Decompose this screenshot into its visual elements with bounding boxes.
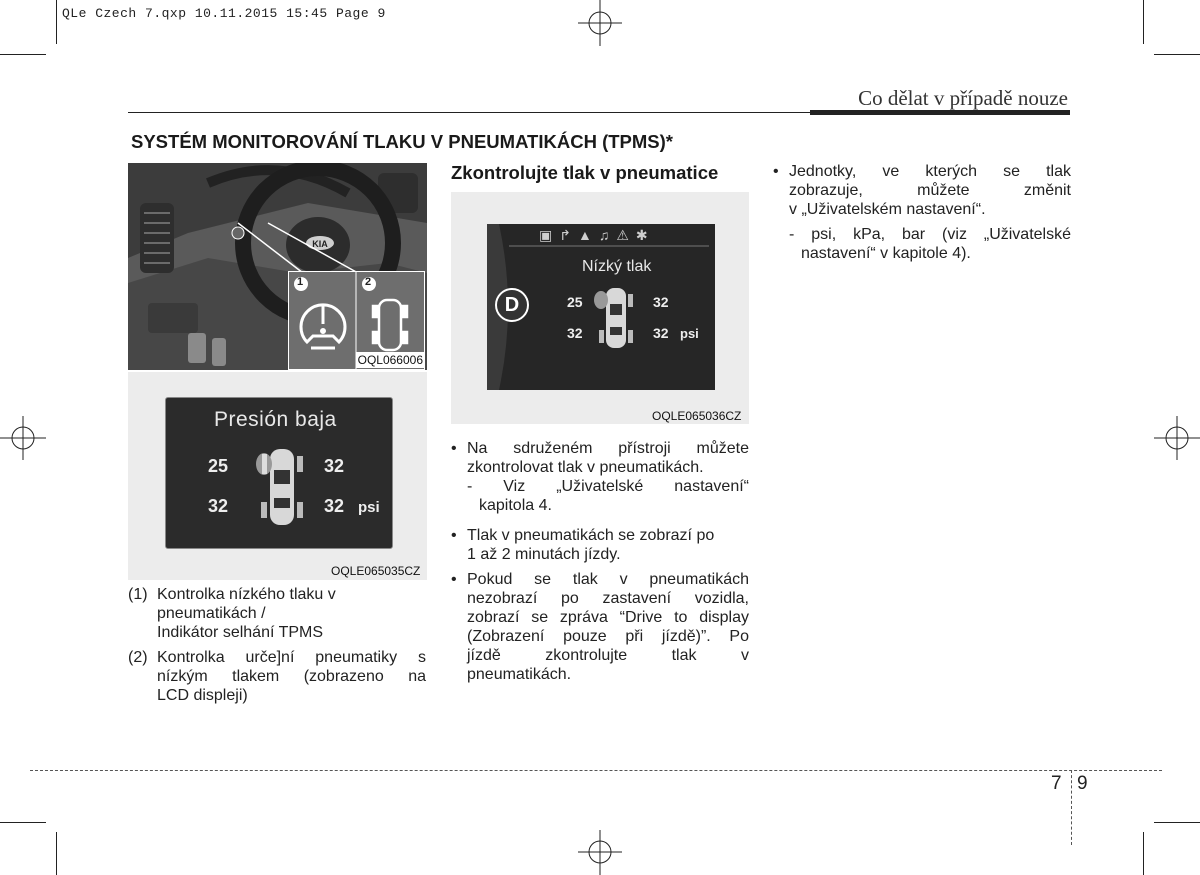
bullet-item-2 xyxy=(451,526,749,564)
bullet-line: zobrazí se zpráva “Drive to display xyxy=(467,609,749,626)
car-top-view-icon xyxy=(250,444,310,530)
lcd-display-es xyxy=(165,397,393,549)
bullet-line: Tlak v pneumatikách se zobrazí po xyxy=(467,527,715,544)
bullet-line: Pokud se tlak v pneumatikách xyxy=(467,571,749,588)
bullet-line: Jednotky, ve kterých se tlak xyxy=(789,163,1071,180)
page-number: 9 xyxy=(1077,773,1088,794)
dashboard-photo xyxy=(128,163,427,370)
footer-rule xyxy=(30,770,1162,771)
cluster-display xyxy=(487,224,715,390)
registration-mark-top xyxy=(578,0,622,46)
crop-mark xyxy=(1143,0,1144,44)
legend-line: nízkým tlakem (zobrazeno na xyxy=(157,668,426,685)
tire-front-right-value: 32 xyxy=(653,294,669,310)
legend-line: Indikátor selhání TPMS xyxy=(157,624,324,641)
subsection-title: Zkontrolujte tlak v pneumatice xyxy=(451,162,719,183)
bullet-line: 1 až 2 minutách jízdy. xyxy=(467,546,621,563)
page-number-divider xyxy=(1071,770,1072,845)
bullet-dot: • xyxy=(773,163,779,180)
header-rule xyxy=(128,112,810,113)
figure-code-3: OQLE065036CZ xyxy=(652,409,742,423)
gear-icon: ✱ xyxy=(635,227,655,243)
legend-line: pneumatikách / xyxy=(157,605,266,622)
legend-line: LCD displeji) xyxy=(157,687,248,704)
bullet-line: zkontrolovat tlak v pneumatikách. xyxy=(467,459,704,476)
bullet-item-3 xyxy=(451,570,749,684)
legend-item-2 xyxy=(128,648,426,705)
car-settings-icon: ▣ xyxy=(539,227,560,243)
tpms-warning-icon xyxy=(301,305,345,348)
bullet-line: jízdě zkontrolujte tlak v xyxy=(467,647,749,664)
bullet-line: nezobrazí po zastavení vozidla, xyxy=(467,590,749,607)
tire-rear-right-value: 32 xyxy=(653,325,669,341)
car-top-view-icon xyxy=(373,300,407,350)
bullet-line: pneumatikách. xyxy=(467,666,572,683)
car-top-view-icon xyxy=(591,284,641,352)
sub-bullet-line: - Viz „Uživatelské nastavení“ xyxy=(467,478,749,495)
kia-logo-text: KIA xyxy=(312,239,328,249)
tire-front-left-value: 25 xyxy=(567,294,583,310)
registration-mark-right xyxy=(1154,416,1200,460)
bullet-dot: • xyxy=(451,440,457,457)
registration-mark-bottom xyxy=(578,830,622,875)
crop-mark xyxy=(0,822,46,823)
bullet-line: Na sdruženém přístroji můžete xyxy=(467,440,749,457)
gear-letter: D xyxy=(504,294,520,316)
music-icon: ♫ xyxy=(598,227,617,243)
tire-rear-right-value: 32 xyxy=(324,496,345,516)
crop-mark xyxy=(0,54,46,55)
legend-line: Kontrolka urče]ní pneumatiky s xyxy=(157,649,426,666)
sub-bullet-line: - psi, kPa, bar (viz „Uživatelské xyxy=(789,226,1071,243)
crop-mark xyxy=(56,832,57,875)
legend-line: Kontrolka nízkého tlaku v xyxy=(157,586,336,603)
crop-mark xyxy=(1154,54,1200,55)
warning-icon: ⚠ xyxy=(616,227,636,243)
bullet-dot: • xyxy=(451,527,457,544)
navigation-icon: ↱ xyxy=(559,227,578,243)
sub-bullet-line: kapitola 4. xyxy=(479,497,552,514)
bullet-item-1 xyxy=(451,439,749,515)
tire-rear-left-value: 32 xyxy=(208,496,229,516)
figure-code-1: OQL066006 xyxy=(357,353,423,367)
crop-mark xyxy=(56,0,57,44)
bullet-line: zobrazuje, můžete změnit xyxy=(789,182,1071,199)
pressure-unit: psi xyxy=(358,499,380,516)
bullet-dot: • xyxy=(451,571,457,588)
legend-number: (1) xyxy=(128,586,148,603)
tire-rear-left-value: 32 xyxy=(567,325,583,341)
bullet-line: v „Uživatelském nastavení“. xyxy=(789,201,986,218)
chapter-title: Co dělat v případě nouze xyxy=(858,86,1068,110)
legend-item-1 xyxy=(128,585,426,642)
section-title: SYSTÉM MONITOROVÁNÍ TLAKU V PNEUMATIKÁCH (TPMS)* xyxy=(131,131,673,152)
bullet-item-units xyxy=(773,162,1071,263)
chapter-number: 7 xyxy=(1051,773,1062,794)
pressure-unit: psi xyxy=(680,326,699,341)
callout-1-label: 1 xyxy=(297,276,304,288)
callout-2-label: 2 xyxy=(365,276,372,288)
bullet-line: (Zobrazení pouze při jízdě)”. Po xyxy=(467,628,749,645)
sub-bullet-line: nastavení“ v kapitole 4). xyxy=(801,245,971,262)
tire-front-right-value: 32 xyxy=(324,456,345,476)
road-icon: ▲ xyxy=(577,227,599,243)
lcd-title: Nízký tlak xyxy=(582,258,652,275)
registration-mark-left xyxy=(0,416,46,460)
crop-mark xyxy=(1143,832,1144,875)
legend-number: (2) xyxy=(128,649,148,666)
cluster-menu-icons xyxy=(539,227,699,244)
tire-front-left-value: 25 xyxy=(208,456,229,476)
print-slug: QLe Czech 7.qxp 10.11.2015 15:45 Page 9 xyxy=(62,6,386,21)
lcd-title: Presión baja xyxy=(214,408,337,431)
gear-indicator xyxy=(495,288,529,322)
figure-code-2: OQLE065035CZ xyxy=(331,564,421,578)
header-rule-thick xyxy=(810,110,1070,115)
crop-mark xyxy=(1154,822,1200,823)
